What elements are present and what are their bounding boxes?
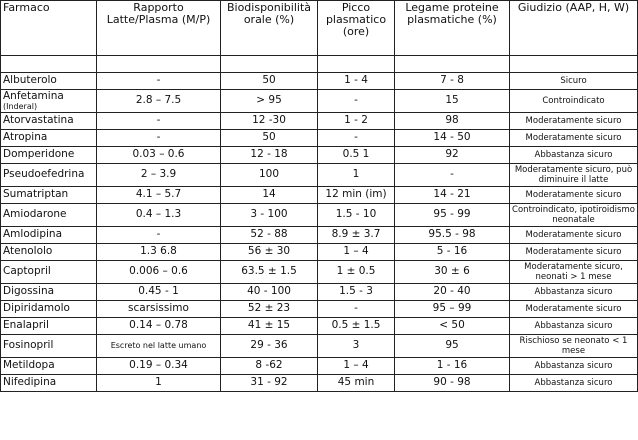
plasma-peak-cell-text: 3 — [352, 339, 360, 352]
protein-binding-cell-text: 14 - 21 — [433, 188, 471, 201]
plasma-peak-cell — [318, 147, 395, 164]
milk-plasma-ratio-cell — [97, 187, 221, 204]
protein-binding-cell — [395, 244, 510, 261]
protein-binding-cell-text: 7 - 8 — [440, 74, 464, 87]
plasma-peak-cell-text: 1 – 4 — [343, 359, 369, 372]
table-row — [1, 113, 638, 130]
plasma-peak-cell — [318, 113, 395, 130]
drug-cell-text: Anfetamina — [3, 89, 64, 102]
bioavailability-cell-text: 12 - 18 — [250, 148, 288, 161]
bioavailability-cell-text: 56 ± 30 — [247, 245, 291, 258]
drug-cell — [1, 261, 97, 284]
milk-plasma-ratio-cell — [97, 284, 221, 301]
milk-plasma-ratio-cell — [97, 261, 221, 284]
drug-cell — [1, 130, 97, 147]
header-protein-binding: Legame proteine plasmatiche (%) — [395, 1, 510, 56]
plasma-peak-cell-text: - — [354, 131, 358, 144]
header-drug: Farmaco — [1, 1, 97, 56]
judgement-cell-text: Controindicato — [542, 96, 605, 106]
judgement-cell-text: Controindicato, ipotiroidismo neonatale — [512, 205, 635, 225]
protein-binding-cell-text: 95 - 99 — [433, 208, 471, 221]
judgement-cell-text: Moderatamente sicuro, può diminuire il latte — [514, 165, 633, 185]
milk-plasma-ratio-cell-text: 2 – 3.9 — [140, 168, 177, 181]
drug-cell — [1, 318, 97, 335]
milk-plasma-ratio-cell-text: 0.03 – 0.6 — [132, 148, 185, 161]
milk-plasma-ratio-cell-text: 0.006 – 0.6 — [129, 265, 188, 278]
drug-cell-text: Nifedipina — [3, 376, 57, 389]
table-row — [1, 318, 638, 335]
bioavailability-cell-text: 31 - 92 — [250, 376, 288, 389]
plasma-peak-cell-text: - — [354, 302, 358, 315]
drug-cell-text: Atorvastatina — [3, 114, 74, 127]
protein-binding-cell-text: - — [450, 168, 454, 181]
bioavailability-cell — [221, 284, 318, 301]
plasma-peak-cell-text: 1 - 2 — [344, 114, 368, 127]
bioavailability-cell-text: 29 - 36 — [250, 339, 288, 352]
table-row — [1, 244, 638, 261]
drug-cell — [1, 301, 97, 318]
table-row — [1, 358, 638, 375]
plasma-peak-cell-text: 1 ± 0.5 — [336, 265, 376, 278]
drug-cell-text: Amiodarone — [3, 208, 67, 221]
judgement-cell-text: Abbastanza sicuro — [534, 361, 613, 371]
judgement-cell-text: Moderatamente sicuro — [525, 190, 622, 200]
milk-plasma-ratio-cell — [97, 113, 221, 130]
table-row — [1, 164, 638, 187]
judgement-cell — [510, 301, 638, 318]
plasma-peak-cell — [318, 90, 395, 113]
plasma-peak-cell — [318, 227, 395, 244]
milk-plasma-ratio-cell-text: 0.14 – 0.78 — [129, 319, 188, 332]
bioavailability-cell — [221, 375, 318, 392]
milk-plasma-ratio-cell-text: 2.8 – 7.5 — [135, 94, 182, 107]
table-row — [1, 284, 638, 301]
judgement-cell — [510, 73, 638, 90]
table-row — [1, 90, 638, 113]
judgement-cell — [510, 164, 638, 187]
milk-plasma-ratio-cell — [97, 244, 221, 261]
protein-binding-cell — [395, 301, 510, 318]
milk-plasma-ratio-cell-text: Escreto nel latte umano — [110, 341, 207, 351]
drug-cell-text: Fosinopril — [3, 339, 54, 352]
milk-plasma-ratio-cell-text: 4.1 – 5.7 — [135, 188, 182, 201]
judgement-cell-text: Moderatamente sicuro, neonati > 1 mese — [524, 262, 623, 282]
bioavailability-cell — [221, 90, 318, 113]
plasma-peak-cell-text: 1.5 - 3 — [339, 285, 373, 298]
bioavailability-cell-text: 52 - 88 — [250, 228, 288, 241]
milk-plasma-ratio-cell — [97, 130, 221, 147]
plasma-peak-cell-text: 45 min — [337, 376, 375, 389]
judgement-cell-text: Abbastanza sicuro — [534, 287, 613, 297]
judgement-cell — [510, 227, 638, 244]
plasma-peak-cell-text: 1 - 4 — [344, 74, 368, 87]
bioavailability-cell-text: 14 — [262, 188, 276, 201]
judgement-cell — [510, 130, 638, 147]
plasma-peak-cell — [318, 73, 395, 90]
drug-cell-text: Amlodipina — [3, 228, 63, 241]
plasma-peak-cell — [318, 284, 395, 301]
bioavailability-cell — [221, 73, 318, 90]
protein-binding-cell-text: 98 — [445, 114, 459, 127]
bioavailability-cell-text: 8 -62 — [255, 359, 283, 372]
protein-binding-cell-text: 15 — [445, 94, 459, 107]
judgement-cell-text: Moderatamente sicuro — [525, 116, 622, 126]
milk-plasma-ratio-cell-text: 1.3 6.8 — [140, 245, 177, 258]
bioavailability-cell — [221, 187, 318, 204]
table-row — [1, 147, 638, 164]
bioavailability-cell — [221, 244, 318, 261]
bioavailability-cell-text: 50 — [262, 74, 276, 87]
bioavailability-cell — [221, 113, 318, 130]
table-row — [1, 261, 638, 284]
bioavailability-cell — [221, 335, 318, 358]
bioavailability-cell — [221, 261, 318, 284]
plasma-peak-cell — [318, 301, 395, 318]
protein-binding-cell — [395, 358, 510, 375]
header-milk-plasma-ratio: Rapporto Latte/Plasma (M/P) — [97, 1, 221, 56]
protein-binding-cell — [395, 335, 510, 358]
table-row — [1, 73, 638, 90]
plasma-peak-cell-text: - — [354, 94, 358, 107]
drug-note: (Inderal) — [3, 102, 38, 112]
plasma-peak-cell — [318, 358, 395, 375]
table-row — [1, 130, 638, 147]
drug-cell-text: Atenololo — [3, 245, 53, 258]
plasma-peak-cell-text: 1 – 4 — [343, 245, 369, 258]
plasma-peak-cell — [318, 244, 395, 261]
milk-plasma-ratio-cell — [97, 147, 221, 164]
milk-plasma-ratio-cell — [97, 375, 221, 392]
protein-binding-cell-text: 90 - 98 — [433, 376, 471, 389]
milk-plasma-ratio-cell — [97, 318, 221, 335]
plasma-peak-cell — [318, 318, 395, 335]
judgement-cell-text: Abbastanza sicuro — [534, 378, 613, 388]
bioavailability-cell-text: 12 -30 — [252, 114, 286, 127]
milk-plasma-ratio-cell-text: 0.19 – 0.34 — [129, 359, 188, 372]
bioavailability-cell — [221, 227, 318, 244]
plasma-peak-cell-text: 1 — [352, 168, 360, 181]
bioavailability-cell-text: 40 - 100 — [247, 285, 291, 298]
plasma-peak-cell — [318, 164, 395, 187]
protein-binding-cell — [395, 375, 510, 392]
drug-cell — [1, 204, 97, 227]
drug-cell-text: Metildopa — [3, 359, 55, 372]
judgement-cell — [510, 147, 638, 164]
milk-plasma-ratio-cell — [97, 358, 221, 375]
bioavailability-cell-text: 3 - 100 — [250, 208, 288, 221]
bioavailability-cell-text: 52 ± 23 — [247, 302, 291, 315]
drug-cell-text: Dipiridamolo — [3, 302, 70, 315]
drug-cell-text: Domperidone — [3, 148, 75, 161]
milk-plasma-ratio-cell-text: - — [156, 131, 161, 144]
judgement-cell-text: Moderatamente sicuro — [525, 304, 622, 314]
milk-plasma-ratio-cell — [97, 335, 221, 358]
plasma-peak-cell — [318, 204, 395, 227]
plasma-peak-cell — [318, 335, 395, 358]
milk-plasma-ratio-cell — [97, 164, 221, 187]
drug-cell-text: Captopril — [3, 265, 51, 278]
protein-binding-cell — [395, 227, 510, 244]
protein-binding-cell — [395, 261, 510, 284]
drug-cell-text: Enalapril — [3, 319, 49, 332]
drug-cell-text: Albuterolo — [3, 74, 57, 87]
drug-cell — [1, 284, 97, 301]
table-row — [1, 227, 638, 244]
plasma-peak-cell-text: 0.5 1 — [342, 148, 370, 161]
drug-cell — [1, 227, 97, 244]
plasma-peak-cell-text: 8.9 ± 3.7 — [331, 228, 381, 241]
judgement-cell — [510, 318, 638, 335]
bioavailability-cell — [221, 164, 318, 187]
table-row — [1, 335, 638, 358]
spacer-row — [1, 56, 638, 73]
plasma-peak-cell — [318, 187, 395, 204]
milk-plasma-ratio-cell-text: scarsissimo — [128, 302, 189, 315]
drug-cell — [1, 335, 97, 358]
plasma-peak-cell — [318, 261, 395, 284]
table-row — [1, 187, 638, 204]
bioavailability-cell-text: 63.5 ± 1.5 — [241, 265, 297, 278]
header-oral-bioavailability: Biodisponibilità orale (%) — [221, 1, 318, 56]
table-body — [1, 56, 638, 392]
judgement-cell — [510, 261, 638, 284]
milk-plasma-ratio-cell — [97, 204, 221, 227]
plasma-peak-cell-text: 12 min (im) — [325, 188, 387, 201]
bioavailability-cell-text: 41 ± 15 — [247, 319, 291, 332]
protein-binding-cell-text: < 50 — [439, 319, 465, 332]
drug-cell-text: Sumatriptan — [3, 188, 69, 201]
milk-plasma-ratio-cell — [97, 73, 221, 90]
bioavailability-cell — [221, 358, 318, 375]
judgement-cell-text: Moderatamente sicuro — [525, 133, 622, 143]
plasma-peak-cell — [318, 375, 395, 392]
judgement-cell — [510, 204, 638, 227]
bioavailability-cell — [221, 301, 318, 318]
judgement-cell-text: Moderatamente sicuro — [525, 247, 622, 257]
drug-cell — [1, 244, 97, 261]
milk-plasma-ratio-cell-text: 0.45 - 1 — [138, 285, 179, 298]
header-judgement: Giudizio (AAP, H, W) — [510, 1, 638, 56]
protein-binding-cell-text: 95 — [445, 339, 459, 352]
drug-cell — [1, 147, 97, 164]
judgement-cell-text: Abbastanza sicuro — [534, 150, 613, 160]
judgement-cell — [510, 358, 638, 375]
bioavailability-cell-text: > 95 — [256, 94, 282, 107]
protein-binding-cell-text: 92 — [445, 148, 459, 161]
drug-cell — [1, 73, 97, 90]
plasma-peak-cell — [318, 130, 395, 147]
drug-cell — [1, 113, 97, 130]
milk-plasma-ratio-cell — [97, 301, 221, 318]
drug-cell-text: Pseudoefedrina — [3, 168, 85, 181]
drug-cell — [1, 358, 97, 375]
protein-binding-cell-text: 14 - 50 — [433, 131, 471, 144]
judgement-cell — [510, 187, 638, 204]
protein-binding-cell — [395, 113, 510, 130]
bioavailability-cell — [221, 318, 318, 335]
judgement-cell-text: Abbastanza sicuro — [534, 321, 613, 331]
milk-plasma-ratio-cell-text: - — [156, 114, 161, 127]
table-row — [1, 204, 638, 227]
judgement-cell — [510, 284, 638, 301]
judgement-cell — [510, 335, 638, 358]
judgement-cell — [510, 113, 638, 130]
drug-cell-text: Atropina — [3, 131, 48, 144]
milk-plasma-ratio-cell-text: 0.4 – 1.3 — [135, 208, 182, 221]
table-row — [1, 375, 638, 392]
protein-binding-cell — [395, 204, 510, 227]
milk-plasma-ratio-cell — [97, 227, 221, 244]
protein-binding-cell-text: 30 ± 6 — [434, 265, 470, 278]
bioavailability-cell — [221, 204, 318, 227]
protein-binding-cell — [395, 164, 510, 187]
protein-binding-cell-text: 20 - 40 — [433, 285, 471, 298]
drug-cell — [1, 164, 97, 187]
protein-binding-cell — [395, 147, 510, 164]
protein-binding-cell-text: 95.5 - 98 — [428, 228, 476, 241]
protein-binding-cell — [395, 284, 510, 301]
drug-cell — [1, 187, 97, 204]
protein-binding-cell-text: 5 - 16 — [436, 245, 468, 258]
milk-plasma-ratio-cell-text: - — [156, 74, 161, 87]
milk-plasma-ratio-cell-text: - — [156, 228, 161, 241]
bioavailability-cell — [221, 147, 318, 164]
protein-binding-cell-text: 1 - 16 — [436, 359, 468, 372]
protein-binding-cell — [395, 73, 510, 90]
protein-binding-cell — [395, 187, 510, 204]
table-row — [1, 301, 638, 318]
protein-binding-cell-text: 95 – 99 — [432, 302, 472, 315]
judgement-cell-text: Sicuro — [560, 76, 587, 86]
bioavailability-cell — [221, 130, 318, 147]
judgement-cell-text: Moderatamente sicuro — [525, 230, 622, 240]
judgement-cell — [510, 244, 638, 261]
table-header — [1, 1, 638, 56]
drug-cell-text: Digossina — [3, 285, 55, 298]
protein-binding-cell — [395, 130, 510, 147]
plasma-peak-cell-text: 1.5 - 10 — [335, 208, 377, 221]
plasma-peak-cell-text: 0.5 ± 1.5 — [331, 319, 381, 332]
header-plasma-peak: Picco plasmatico (ore) — [318, 1, 395, 56]
judgement-cell-text: Rischioso se neonato < 1 mese — [519, 336, 628, 356]
judgement-cell — [510, 90, 638, 113]
drug-cell — [1, 375, 97, 392]
bioavailability-cell-text: 100 — [258, 168, 280, 181]
protein-binding-cell — [395, 318, 510, 335]
bioavailability-cell-text: 50 — [262, 131, 276, 144]
drug-cell — [1, 90, 97, 113]
judgement-cell — [510, 375, 638, 392]
milk-plasma-ratio-cell — [97, 90, 221, 113]
milk-plasma-ratio-cell-text: 1 — [155, 376, 162, 389]
protein-binding-cell — [395, 90, 510, 113]
